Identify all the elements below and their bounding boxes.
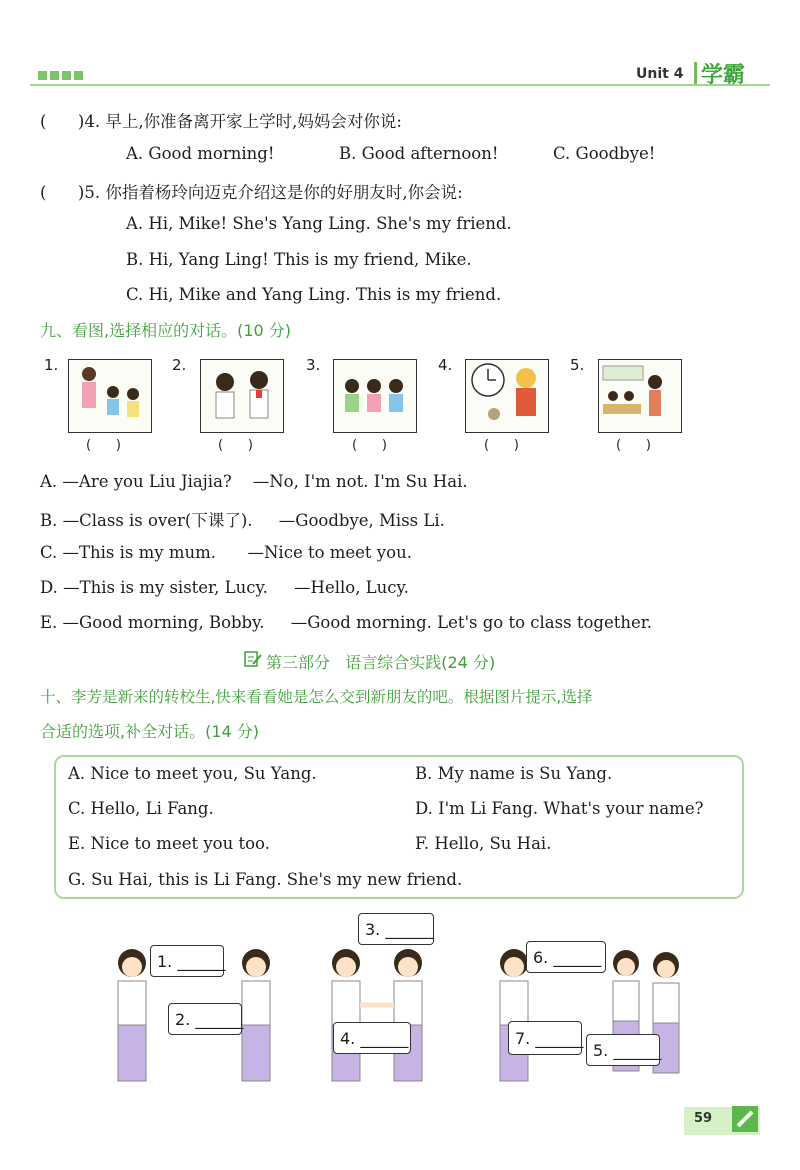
pic3-answer-blank[interactable]: ( ) bbox=[352, 438, 387, 453]
blank-1[interactable]: 1. ______ bbox=[157, 952, 226, 971]
header-rule bbox=[30, 84, 770, 86]
blank-5[interactable]: 5. ______ bbox=[593, 1041, 662, 1060]
pic2-number: 2. bbox=[172, 356, 187, 374]
option-b: B. My name is Su Yang. bbox=[415, 764, 613, 783]
q4-option-c: C. Goodbye! bbox=[553, 144, 656, 163]
pencil-icon bbox=[732, 1106, 758, 1132]
q4-option-a: A. Good morning! bbox=[126, 144, 275, 163]
blank-7[interactable]: 7. ______ bbox=[515, 1029, 584, 1048]
pic1-number: 1. bbox=[44, 356, 59, 374]
option-c: C. Hello, Li Fang. bbox=[68, 799, 214, 818]
part3-title: 第三部分 语言综合实践(24 分) bbox=[266, 653, 496, 672]
q5-option-b: B. Hi, Yang Ling! This is my friend, Mike. bbox=[126, 250, 472, 269]
pic4-answer-blank[interactable]: ( ) bbox=[484, 438, 519, 453]
speech-bubble-7 bbox=[508, 1021, 582, 1055]
speech-bubble-6 bbox=[526, 941, 606, 973]
pic5-number: 5. bbox=[570, 356, 585, 374]
option-e: E. Nice to meet you too. bbox=[68, 834, 270, 853]
q5-stem: ( )5. 你指着杨玲向迈克介绍这是你的好朋友时,你会说: bbox=[40, 183, 463, 202]
pic5-answer-blank[interactable]: ( ) bbox=[616, 438, 651, 453]
blank-3[interactable]: 3. ______ bbox=[365, 920, 434, 939]
blank-6[interactable]: 6. ______ bbox=[533, 948, 602, 967]
q4-stem: ( )4. 早上,你准备离开家上学时,妈妈会对你说: bbox=[40, 112, 402, 131]
header-square bbox=[50, 71, 59, 80]
speech-bubble-1 bbox=[150, 945, 224, 977]
speech-bubble-3 bbox=[358, 913, 434, 945]
header-square bbox=[74, 71, 83, 80]
scene2-handshake bbox=[318, 935, 438, 1095]
section10-title-line2: 合适的选项,补全对话。(14 分) bbox=[40, 722, 260, 741]
pic4-clock-and-cat bbox=[465, 359, 549, 433]
speech-bubble-2 bbox=[168, 1003, 242, 1035]
q5-option-c: C. Hi, Mike and Yang Ling. This is my friend. bbox=[126, 285, 502, 304]
blank-4[interactable]: 4. ______ bbox=[340, 1029, 409, 1048]
header-divider bbox=[694, 62, 697, 84]
pic2-two-children bbox=[200, 359, 284, 433]
pic2-answer-blank[interactable]: ( ) bbox=[218, 438, 253, 453]
option-d: D. I'm Li Fang. What's your name? bbox=[415, 799, 704, 818]
q5-option-a: A. Hi, Mike! She's Yang Ling. She's my friend. bbox=[126, 214, 512, 233]
speech-bubble-4 bbox=[333, 1022, 411, 1054]
pic1-mum-and-kids bbox=[68, 359, 152, 433]
dialogue-d: D. —This is my sister, Lucy. —Hello, Lucy. bbox=[40, 578, 409, 597]
dialogue-a: A. —Are you Liu Jiajia? —No, I'm not. I'm Su Hai. bbox=[40, 472, 468, 491]
dialogue-e: E. —Good morning, Bobby. —Good morning. Let's go to class together. bbox=[40, 613, 653, 632]
option-g: G. Su Hai, this is Li Fang. She's my new friend. bbox=[68, 870, 463, 889]
pic5-classroom bbox=[598, 359, 682, 433]
section9-title: 九、看图,选择相应的对话。(10 分) bbox=[40, 321, 292, 340]
q4-option-b: B. Good afternoon! bbox=[339, 144, 499, 163]
pic3-three-children bbox=[333, 359, 417, 433]
speech-bubble-5 bbox=[586, 1034, 660, 1066]
pic3-number: 3. bbox=[306, 356, 321, 374]
pic1-answer-blank[interactable]: ( ) bbox=[86, 438, 121, 453]
dialogue-c: C. —This is my mum. —Nice to meet you. bbox=[40, 543, 412, 562]
blank-2[interactable]: 2. ______ bbox=[175, 1010, 244, 1029]
header-square bbox=[62, 71, 71, 80]
section10-title-line1: 十、李芳是新来的转校生,快来看看她是怎么交到新朋友的吧。根据图片提示,选择 bbox=[40, 688, 593, 706]
header-square bbox=[38, 71, 47, 80]
dialogue-b: B. —Class is over(下课了). —Goodbye, Miss Li. bbox=[40, 511, 445, 530]
page-number: 59 bbox=[694, 1111, 713, 1126]
brand-logo: 学霸 bbox=[701, 63, 746, 88]
option-f: F. Hello, Su Hai. bbox=[415, 834, 552, 853]
unit-label: Unit 4 bbox=[636, 66, 684, 82]
pencil-note-icon bbox=[244, 650, 262, 668]
pic4-number: 4. bbox=[438, 356, 453, 374]
option-a: A. Nice to meet you, Su Yang. bbox=[68, 764, 317, 783]
